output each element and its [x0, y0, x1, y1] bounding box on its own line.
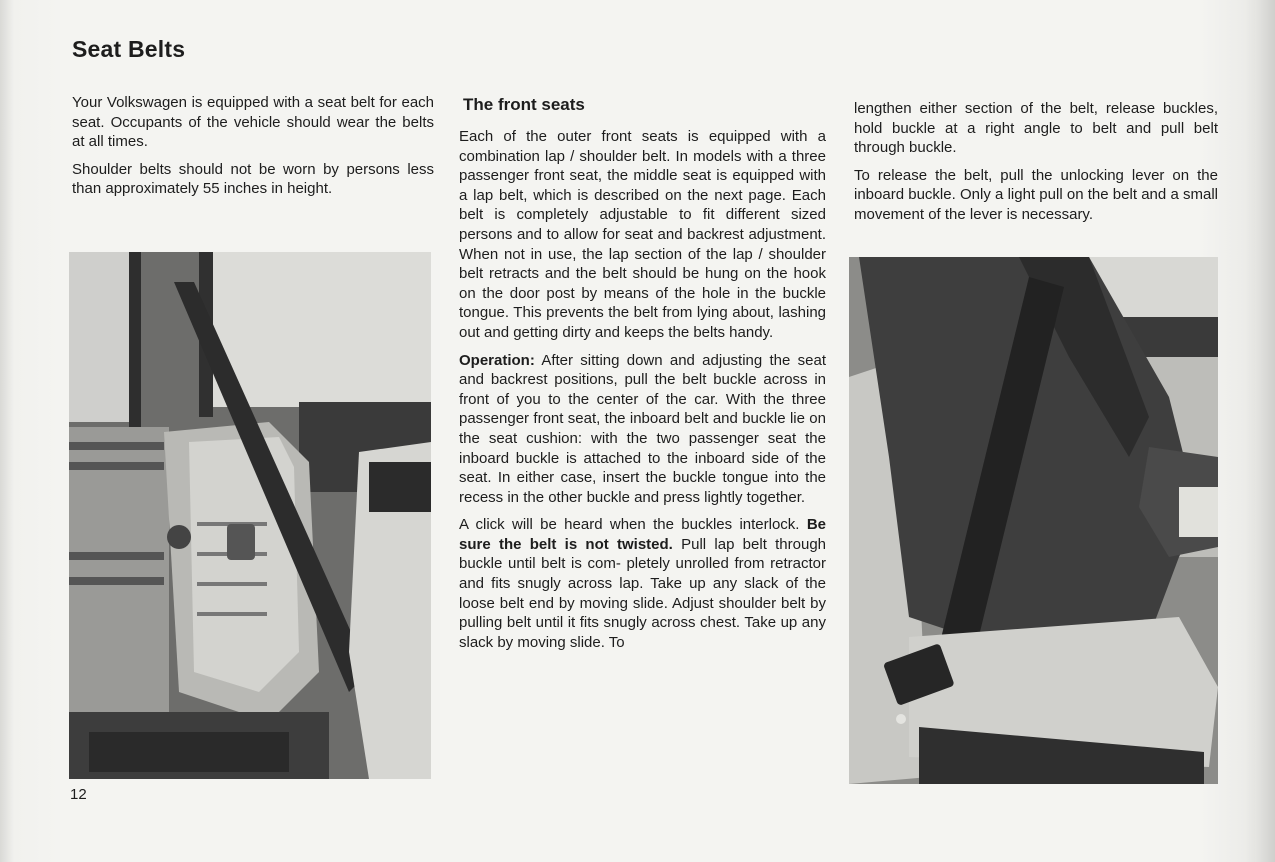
intro-paragraph-1: Your Volkswagen is equipped with a seat belt for each seat. Occupants of the vehicle should wear the belts at all times. — [72, 94, 434, 151]
operation-text: After sitting down and adjusting the seat and backrest positions, pull the belt buckle across in front of you to the center of the car. With the three passenger front seat, the inboard belt and buckle lie on the seat cushion: with the two passenger seat the inboard buckle is attached to the inboard side of the seat. In either case, insert the buckle tongue into the recess in the other buckle and press lightly together. — [459, 351, 826, 506]
front-seats-column — [459, 127, 826, 660]
release-paragraph-2: To release the belt, pull the unlocking lever on the inboard buckle. Only a light pull on the belt and a small movement of the lever is necessary. — [854, 166, 1218, 223]
page-number: 12 — [70, 786, 87, 803]
seated-driver-belt-photo — [849, 257, 1218, 784]
buckle-text-b: Pull lap belt through buckle until belt is com- pletely unrolled from retractor and fits snugly across lap. Take up any slack of the loose belt end by moving slide. Adjust shoulder belt by pulling belt until it fits snugly across chest. Take up any slack by moving slide. To — [459, 535, 827, 651]
release-paragraph-1: lengthen either section of the belt, release buckles, hold buckle at a right angle to belt and pull belt through buckle. — [854, 100, 1218, 157]
release-column — [854, 99, 1218, 233]
intro-column — [72, 93, 434, 207]
twist-warning: Be sure the belt is not twisted. — [459, 516, 827, 553]
operation-paragraph — [459, 351, 826, 508]
front-seats-paragraph-1: Each of the outer front seats is equipped with a combination lap / shoulder belt. In models with a three passenger front seat, the middle seat is equipped with a lap belt, which is described on the next page. Each belt is completely adjustable to fit different sized persons and to allow for seat and backrest adjustment. When not in use, the lap section of the lap / shoulder belt retracts and the belt should be hung on the hook on the door post by means of the hole in the buckle tongue. This prevents the belt from lying about, lashing out and getting dirty and keeps the belts handy. — [459, 128, 826, 341]
section-heading-front-seats: The front seats — [463, 95, 585, 114]
front-seat-interior-photo — [69, 252, 431, 779]
page-title: Seat Belts — [72, 36, 186, 62]
buckle-text-a: A click will be heard when the buckles interlock. — [459, 516, 800, 534]
intro-paragraph-2: Shoulder belts should not be worn by persons less than approximately 55 inches in height. — [72, 160, 434, 198]
page-edge-shadow — [1255, 0, 1275, 862]
buckle-paragraph — [459, 515, 826, 652]
operation-label: Operation: — [459, 351, 535, 369]
